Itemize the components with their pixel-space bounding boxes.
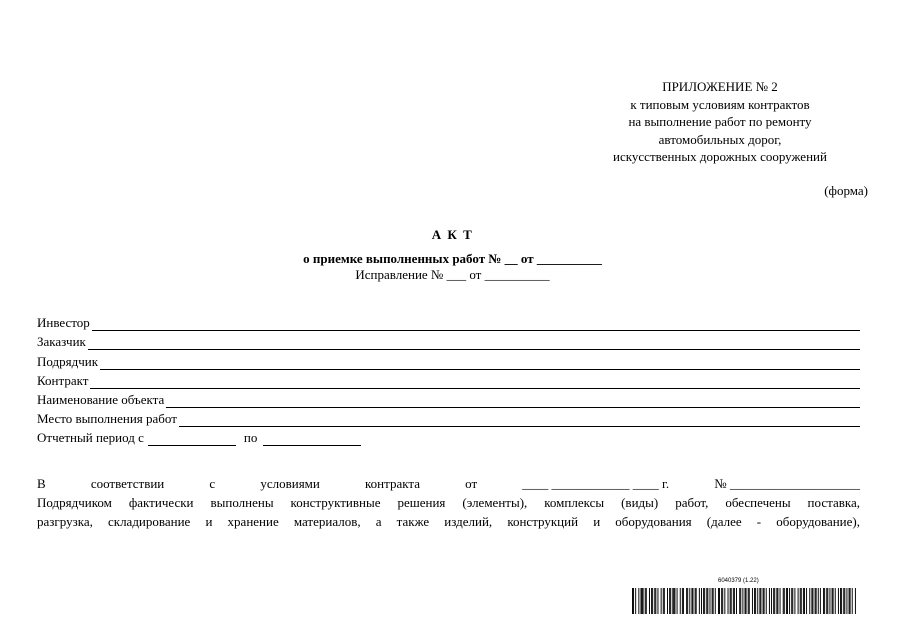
barcode-bar [635,588,636,614]
barcode-bar [844,588,845,614]
barcode-bar [852,588,853,614]
field-label: Место выполнения работ [37,411,177,427]
barcode-bar [632,588,633,614]
barcode-bar [682,588,683,614]
paragraph-line-1 [37,474,860,493]
contract-date-blank: ____ ____________ ____ г. [522,476,670,491]
barcode-bar [833,588,834,614]
barcode-bar [818,588,819,614]
barcode-bar [715,588,716,614]
barcode-bar [646,588,647,614]
barcode-bar [829,588,830,614]
barcode-bar [773,588,774,614]
barcode-bar [811,588,812,614]
period-from-label: Отчетный период с [37,430,144,446]
barcode-bar [838,588,839,614]
barcode-bar [749,588,750,614]
barcode-bar [691,588,692,614]
barcode-bar [740,588,741,614]
period-to-label: по [243,430,258,446]
act-subtitle: о приемке выполненных работ № __ от __________ [303,251,602,266]
barcode-bar [816,588,817,614]
appendix-header [520,78,905,166]
barcode-bar [784,588,785,614]
barcode-bar [669,588,670,614]
barcode-bar [722,588,723,614]
barcode-bar [736,588,737,614]
barcode-bar [645,588,646,614]
barcode-bar [752,588,753,614]
barcode-bar [683,588,684,614]
fields-block [37,312,860,446]
barcode-bar [820,588,821,614]
barcode-bar [766,588,767,614]
field-label: Подрядчик [37,353,99,369]
correction-line: Исправление № ___ от __________ [355,267,550,282]
fill-line[interactable] [90,374,860,389]
barcode-bar [798,588,799,614]
barcode-bar [780,588,781,614]
barcode-bar [733,588,734,614]
barcode-bar [801,588,802,614]
barcode-bar [703,588,704,614]
word: с [209,476,216,491]
barcode-bar [804,588,805,614]
fill-line[interactable] [166,393,860,408]
barcode-bar [783,588,784,614]
barcode-bar [709,588,710,614]
barcode-bar [706,588,707,614]
barcode-bar [764,588,765,614]
appendix-line: автомобильных дорог, [658,131,782,147]
barcode-bar [661,588,662,614]
barcode-bar [674,588,675,614]
barcode-bar [638,588,639,614]
field-work-place [37,408,860,427]
barcode-bar [724,588,725,614]
field-label: Контракт [37,372,89,388]
barcode-bar [730,588,731,614]
barcode-bar [704,588,705,614]
barcode-bar [850,588,851,614]
barcode-bar [843,588,844,614]
barcode-bar [794,588,795,614]
body-paragraph [37,474,860,531]
word: от [465,476,478,491]
barcode-bar [689,588,690,614]
barcode-bar [712,588,713,614]
barcode-bar [777,588,778,614]
barcode-bar [657,588,658,614]
barcode-bar [769,588,770,614]
barcode-bar [677,588,678,614]
barcode-bar [806,588,807,614]
barcode-bar [757,588,758,614]
barcode-bar [800,588,801,614]
barcode-bar [728,588,729,614]
appendix-line: на выполнение работ по ремонту [628,114,812,129]
barcode-bar [774,588,775,614]
barcode-bar [696,588,697,614]
fill-line[interactable] [179,412,860,427]
fill-line[interactable] [88,335,860,350]
barcode-bar [701,588,702,614]
word: условиями [260,476,320,491]
barcode-bar [776,588,777,614]
barcode-bar [754,588,755,614]
barcode-bar [815,588,816,614]
appendix-line: к типовым условиям контрактов [630,96,810,112]
barcode-bar [649,588,650,614]
barcode-bar [846,588,847,614]
paragraph-line-2: Подрядчиком фактически выполнены конструктивные решения (элементы), комплексы (виды) работ, обеспечены поставка, [37,495,860,510]
barcode-bar [760,588,761,614]
barcode-bar [849,588,850,614]
appendix-line: искусственных дорожных сооружений [613,149,827,164]
field-object-name [37,389,860,408]
barcode-bar [667,588,668,614]
barcode [632,588,856,614]
word: В [37,476,46,491]
barcode-bar [840,588,841,614]
paragraph-line-3: разгрузка, складирование и хранение материалов, а также изделий, конструкций и оборудования (далее - оборудование), [37,514,860,529]
barcode-bar [826,588,827,614]
barcode-bar [655,588,656,614]
barcode-bar [827,588,828,614]
barcode-bar [803,588,804,614]
barcode-bar [707,588,708,614]
barcode-bar [686,588,687,614]
barcode-bar [633,588,634,614]
word: соответствии [90,476,165,491]
period-from-blank[interactable] [148,431,236,446]
field-contract [37,370,860,389]
field-investor [37,312,860,331]
form-note: (форма) [824,183,868,198]
barcode-bar [713,588,714,614]
barcode-bar [771,588,772,614]
barcode-bar [663,588,664,614]
barcode-id: 6040379 (1.22) [718,578,759,584]
word: контракта [365,476,420,491]
barcode-bar [791,588,792,614]
barcode-bar [824,588,825,614]
barcode-bar [855,588,856,614]
barcode-bar [763,588,764,614]
barcode-bar [680,588,681,614]
barcode-bar [742,588,743,614]
barcode-bar [823,588,824,614]
barcode-bar [672,588,673,614]
barcode-bar [755,588,756,614]
barcode-bar [759,588,760,614]
barcode-bar [787,588,788,614]
barcode-bar [643,588,644,614]
barcode-bar [748,588,749,614]
period-to-blank[interactable] [263,431,361,446]
barcode-bar [789,588,790,614]
barcode-bar [792,588,793,614]
barcode-bar [841,588,842,614]
barcode-bar [719,588,720,614]
barcode-bar [654,588,655,614]
barcode-bar [832,588,833,614]
barcode-bar [670,588,671,614]
barcode-bar [642,588,643,614]
barcode-bar [652,588,653,614]
barcode-bar [640,588,641,614]
barcode-bar [693,588,694,614]
barcode-bar [835,588,836,614]
field-contractor [37,350,860,369]
barcode-bar [687,588,688,614]
barcode-bar [699,588,700,614]
field-reporting-period [37,427,860,446]
act-title: А К Т [431,227,474,242]
barcode-bar [721,588,722,614]
barcode-bar [731,588,732,614]
field-label: Наименование объекта [37,391,165,407]
appendix-line: ПРИЛОЖЕНИЕ № 2 [662,79,778,94]
fill-line[interactable] [92,316,860,331]
barcode-bar [673,588,674,614]
barcode-bar [695,588,696,614]
barcode-bar [746,588,747,614]
barcode-bar [651,588,652,614]
barcode-bar [745,588,746,614]
barcode-bar [739,588,740,614]
barcode-bar [786,588,787,614]
barcode-bar [812,588,813,614]
barcode-bar [809,588,810,614]
field-label: Инвестор [37,315,90,331]
field-label: Заказчик [37,334,86,350]
field-customer [37,331,860,350]
barcode-bar [664,588,665,614]
barcode-bar [718,588,719,614]
barcode-bar [734,588,735,614]
fill-line[interactable] [100,355,860,370]
contract-number-blank: № ____________________ [714,476,860,491]
